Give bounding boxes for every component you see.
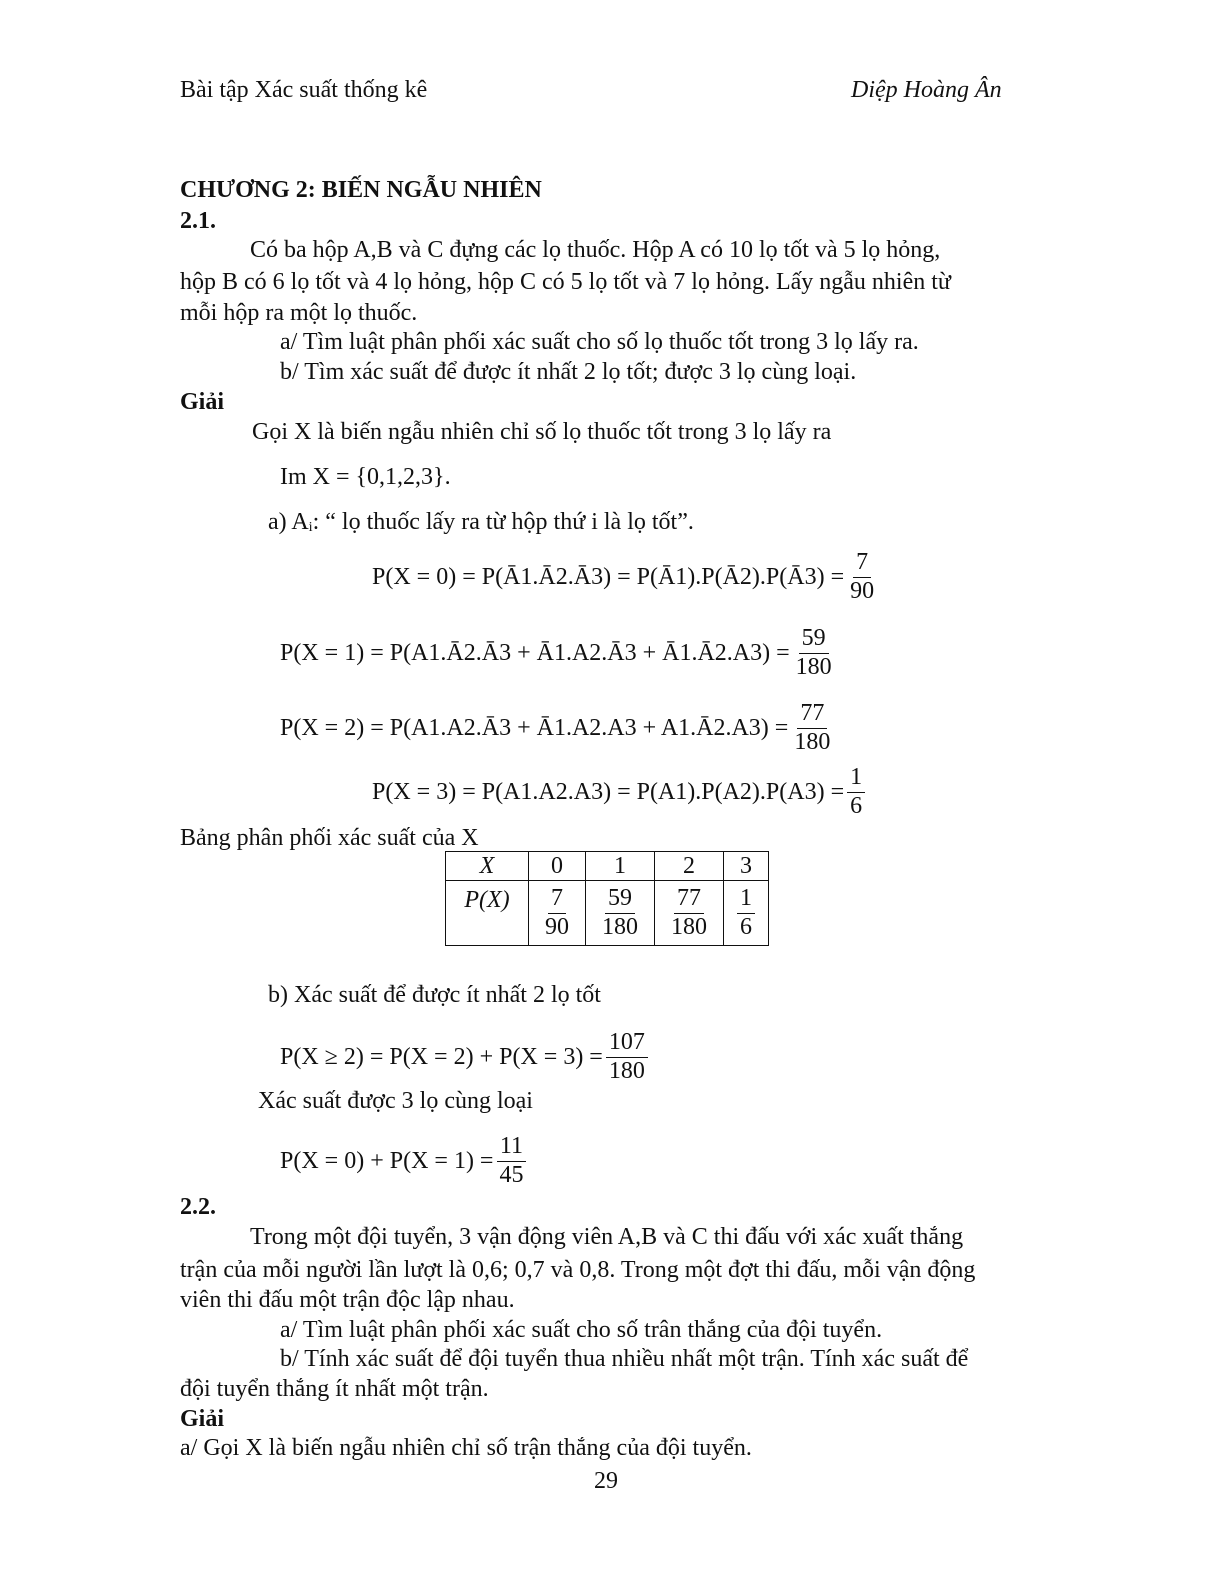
numerator: 59: [605, 885, 635, 914]
table-row: [446, 881, 769, 946]
table-caption: Bảng phân phối xác suất của X: [180, 825, 479, 851]
equation-p3: [372, 764, 868, 820]
denominator: 90: [545, 913, 569, 940]
denominator: 45: [499, 1161, 524, 1188]
table-cell: [724, 881, 769, 946]
problem-line: Trong một đội tuyển, 3 vận động viên A,B và C thi đấu với xác xuất thắng: [250, 1224, 964, 1250]
equation-expression: P(X = 1) = P(A1.Ā2.Ā3 + Ā1.A2.Ā3 + Ā1.Ā2.A3) =: [280, 639, 790, 666]
question-b: b/ Tính xác suất để đội tuyển thua nhiều nhất một trận. Tính xác suất để: [280, 1346, 969, 1372]
denominator: 180: [671, 913, 707, 940]
fraction: [793, 625, 835, 681]
solution-line: Gọi X là biến ngẫu nhiên chỉ số lọ thuốc tốt trong 3 lọ lấy ra: [252, 419, 832, 445]
solution-line: a/ Gọi X là biến ngẫu nhiên chỉ số trận thắng của đội tuyển.: [180, 1435, 752, 1461]
exercise-number: 2.2.: [180, 1194, 216, 1220]
header-left: Bài tập Xác suất thống kê: [180, 77, 428, 103]
equation-expression: P(X = 0) = P(Ā1.Ā2.Ā3) = P(Ā1).P(Ā2).P(Ā3) =: [372, 563, 845, 590]
page-number: 29: [594, 1468, 618, 1494]
solution-label: Giải: [180, 1406, 225, 1432]
fraction: [791, 700, 833, 756]
table-cell: 0: [529, 852, 586, 881]
denominator: 180: [602, 913, 638, 940]
table-row: [446, 852, 769, 881]
numerator: 77: [797, 700, 827, 729]
distribution-table: [445, 851, 769, 946]
event-definition: a) Aᵢ: “ lọ thuốc lấy ra từ hộp thứ i là lọ tốt”.: [268, 509, 694, 535]
table-header-cell: X: [446, 852, 529, 881]
denominator: 180: [608, 1057, 645, 1084]
problem-line: trận của mỗi người lần lượt là 0,6; 0,7 và 0,8. Trong một đợt thi đấu, mỗi vận động: [180, 1257, 976, 1283]
header-right: Diệp Hoàng Ân: [851, 77, 1002, 103]
equation-expression: P(X ≥ 2) = P(X = 2) + P(X = 3) =: [280, 1043, 603, 1070]
equation-expression: P(X = 2) = P(A1.A2.Ā3 + Ā1.A2.A3 + A1.Ā2.A3) =: [280, 714, 789, 741]
table-cell: 1: [586, 852, 655, 881]
question-a: a/ Tìm luật phân phối xác suất cho số trân thắng của đội tuyển.: [280, 1317, 883, 1343]
equation-p2: [280, 700, 836, 756]
numerator: 7: [853, 549, 871, 578]
fraction: [847, 549, 877, 605]
problem-line: Có ba hộp A,B và C đựng các lọ thuốc. Hộp A có 10 lọ tốt và 5 lọ hỏng,: [250, 237, 941, 263]
table-cell: [529, 881, 586, 946]
equation-expression: P(X = 3) = P(A1.A2.A3) = P(A1).P(A2).P(A3) =: [372, 778, 845, 805]
image-set: Im X = {0,1,2,3}.: [280, 464, 451, 490]
fraction: [496, 1133, 526, 1189]
question-a: a/ Tìm luật phân phối xác suất cho số lọ thuốc tốt trong 3 lọ lấy ra.: [280, 329, 919, 355]
numerator: 11: [497, 1133, 526, 1162]
table-cell: [655, 881, 724, 946]
question-b: b/ Tìm xác suất để được ít nhất 2 lọ tốt; được 3 lọ cùng loại.: [280, 359, 857, 385]
part-b-line: b) Xác suất để được ít nhất 2 lọ tốt: [268, 982, 601, 1008]
numerator: 59: [799, 625, 829, 654]
denominator: 180: [795, 653, 832, 680]
question-b-continued: đội tuyển thắng ít nhất một trận.: [180, 1376, 489, 1402]
chapter-title: CHƯƠNG 2: BIẾN NGẪU NHIÊN: [180, 177, 542, 203]
denominator: 6: [850, 792, 863, 819]
denominator: 90: [850, 577, 875, 604]
same-type-line: Xác suất được 3 lọ cùng loại: [258, 1088, 533, 1114]
denominator: 6: [740, 913, 752, 940]
exercise-number: 2.1.: [180, 208, 216, 234]
numerator: 1: [847, 764, 865, 793]
solution-label: Giải: [180, 389, 225, 415]
numerator: 107: [606, 1029, 648, 1058]
table-cell: 2: [655, 852, 724, 881]
numerator: 7: [548, 885, 566, 914]
equation-p1: [280, 625, 838, 681]
table-cell: [586, 881, 655, 946]
problem-line: hộp B có 6 lọ tốt và 4 lọ hỏng, hộp C có 5 lọ tốt và 7 lọ hỏng. Lấy ngẫu nhiên từ: [180, 269, 951, 295]
equation-expression: P(X = 0) + P(X = 1) =: [280, 1147, 494, 1174]
equation-p0: [372, 549, 880, 605]
numerator: 1: [737, 885, 755, 914]
fraction: [847, 764, 865, 820]
equation-same-type: [280, 1133, 529, 1189]
denominator: 180: [794, 728, 831, 755]
problem-line: viên thi đấu một trận độc lập nhau.: [180, 1287, 515, 1313]
problem-line: mỗi hộp ra một lọ thuốc.: [180, 300, 418, 326]
table-cell: 3: [724, 852, 769, 881]
numerator: 77: [674, 885, 704, 914]
table-header-cell: P(X): [446, 881, 529, 946]
equation-at-least-2: [280, 1029, 651, 1085]
fraction: [606, 1029, 648, 1085]
